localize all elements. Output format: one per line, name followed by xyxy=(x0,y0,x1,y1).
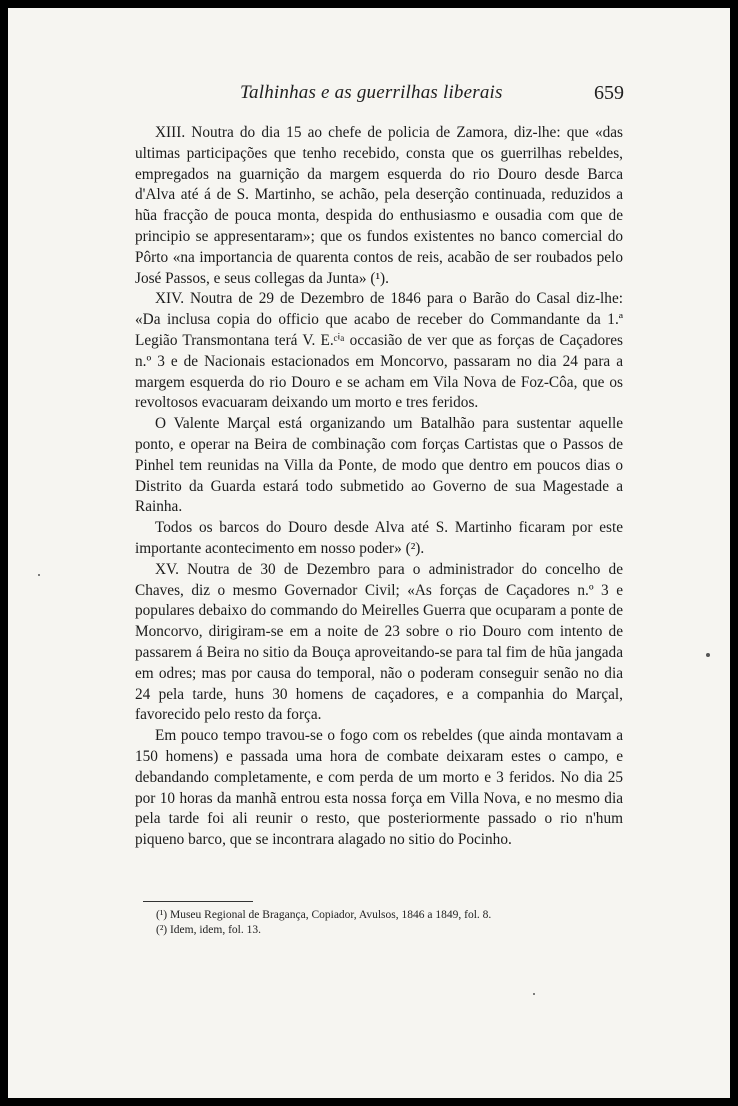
paragraph-xiii: XIII. Noutra do dia 15 ao chefe de policia de Zamora, diz-lhe: que «das ultimas participações que tenho recebido, consta que os guerrilhas rebeldes, empregados na guarnição da margem esquerda do rio Douro desde Barca d'Alva até á de S. Martinho, se achão, pela deserção continuada, reduzidos a hũa fracção de pouca monta, despida do enthusiasmo e ousadia com que de principio se appresentaram»; que os fundos existentes no banco comercial do Pôrto «na importancia de quarenta contos de reis, acabão de ser roubados pelo José Passos, e seus collegas da Junta» (¹). xyxy=(135,124,623,287)
page-header xyxy=(8,74,730,104)
footnote-1: (¹) Museu Regional de Bragança, Copiador, Avulsos, 1846 a 1849, fol. 8. xyxy=(156,909,492,921)
body-text xyxy=(135,123,623,851)
paragraph-valente-marcal: O Valente Marçal está organizando um Batalhão para sustentar aquelle ponto, e operar na Beira de combinação com forças Cartistas que o Passos de Pinhel tem reunidas na Villa da Ponte, de modo que dentro em poucos dias o Distrito da Guarda estará todo submetido ao Governo de sua Magestade a Rainha. xyxy=(135,415,623,516)
paper-speck xyxy=(533,993,535,995)
page-number: 659 xyxy=(594,82,624,104)
paragraph-xv: XV. Noutra de 30 de Dezembro para o administrador do concelho de Chaves, diz o mesmo Governador Civil; «As forças de Caçadores n.º 3 e populares debaixo do commando do Meirelles Guerra que ocuparam a ponte de Moncorvo, dirigiram-se em a noite de 23 sobre o rio Douro com intento de passarem á Beira no sitio da Bouça aproveitando-se para tal fim de hũa jangada em odres; mas por causa do temporal, não o poderam conseguir senão no dia 24 pela tarde, huns 30 homens de caçadores, e a companhia do Marçal, favorecido pelo resto da força. xyxy=(135,560,623,724)
running-title: Talhinhas e as guerrilhas liberais xyxy=(240,82,503,103)
footnote-2: (²) Idem, idem, fol. 13. xyxy=(156,924,262,936)
footnotes xyxy=(156,908,596,938)
paragraph-combate: Em pouco tempo travou-se o fogo com os rebeldes (que ainda montavam a 150 homens) e passada uma hora de combate deixaram estes o campo, e debandando completamente, e com perda de um morto e 3 feridos. No dia 25 por 10 horas da manhã entrou esta nossa força em Villa Nova, e no mesmo dia pela tarde foi ali reunir o resto, que posteriormente passado o rio n'hum piqueno barco, que se incontrara alagado no sitio do Pocinho. xyxy=(135,727,623,849)
paragraph-barcos-douro: Todos os barcos do Douro desde Alva até S. Martinho ficaram por este importante acontecimento em nosso poder» (²). xyxy=(135,519,623,557)
paper-speck xyxy=(38,574,40,576)
footnote-rule xyxy=(143,901,253,902)
paper-speck xyxy=(706,653,710,657)
paragraph-xiv: XIV. Noutra de 29 de Dezembro de 1846 para o Barão do Casal diz-lhe: «Da inclusa copia do officio que acabo de receber do Commandante da 1.ª Legião Transmontana terá V. E.ᶜⁱᵃ occasião de ver que as forças de Caçadores n.º 3 e de Nacionais estacionados em Moncorvo, passaram no dia 24 para a margem esquerda do rio Douro e se acham em Vila Nova de Foz-Côa, que os revoltosos evacuaram deixando um morto e tres feridos. xyxy=(135,290,623,412)
page xyxy=(8,8,730,1098)
